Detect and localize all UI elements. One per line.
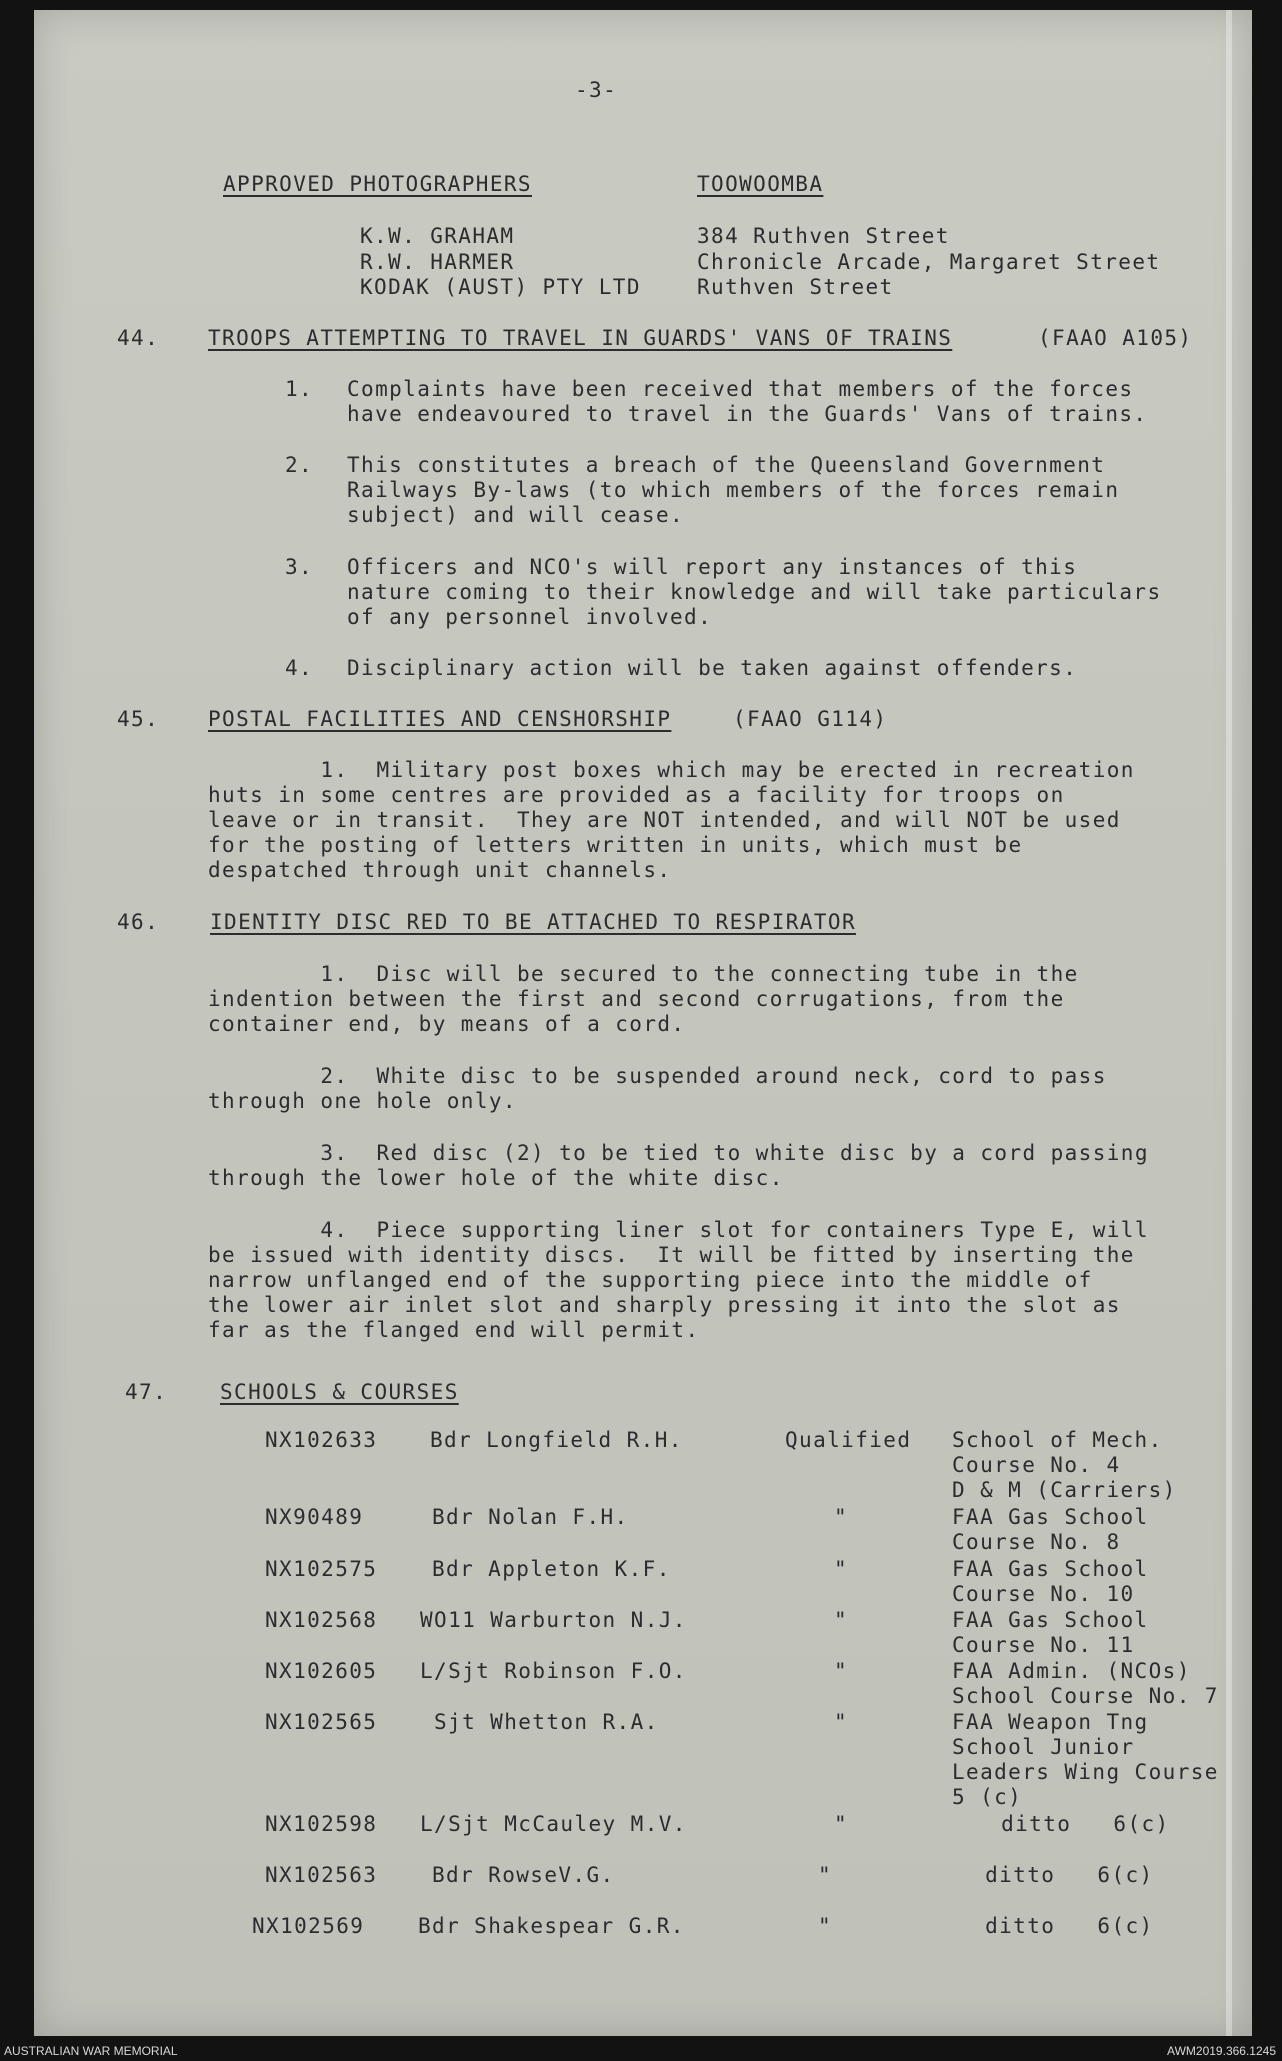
- section-46-line: 4. Piece supporting liner slot for containers Type E, will: [208, 1218, 1149, 1242]
- photographer-address: Ruthven Street: [697, 275, 894, 299]
- section-44-ref: (FAAO A105): [1038, 326, 1193, 350]
- section-46-line: container end, by means of a cord.: [208, 1012, 686, 1036]
- section-47-title: SCHOOLS & COURSES: [220, 1380, 459, 1404]
- section-47-number: 47.: [125, 1380, 168, 1404]
- course-row-id: NX102568: [265, 1608, 378, 1632]
- course-row-status: ": [834, 1608, 849, 1632]
- course-row-id: NX102605: [265, 1659, 378, 1683]
- section-45-line: leave or in transit. They are NOT intended, and will NOT be used: [208, 808, 1121, 832]
- course-row-course: FAA Gas School: [952, 1505, 1149, 1529]
- course-row-name: L/Sjt McCauley M.V.: [420, 1812, 687, 1836]
- section-44-item-number: 2.: [285, 453, 314, 477]
- photographers-location: TOOWOOMBA: [697, 172, 824, 196]
- course-row-course: ditto 6(c): [957, 1863, 1154, 1887]
- section-44-number: 44.: [117, 326, 160, 350]
- section-44-item-line: Railways By-laws (to which members of the forces remain: [347, 478, 1120, 502]
- section-46-line: narrow unflanged end of the supporting piece into the middle of: [208, 1268, 1093, 1292]
- course-row-id: NX102563: [265, 1863, 378, 1887]
- section-46-number: 46.: [117, 910, 160, 934]
- section-44-item-line: Complaints have been received that members of the forces: [347, 377, 1134, 401]
- section-45-line: despatched through unit channels.: [208, 858, 672, 882]
- photographer-address: 384 Ruthven Street: [697, 224, 950, 248]
- section-46-line: 3. Red disc (2) to be tied to white disc by a cord passing: [208, 1141, 1149, 1165]
- course-row-course: FAA Admin. (NCOs): [952, 1659, 1191, 1683]
- section-45-number: 45.: [117, 707, 160, 731]
- course-row-name: Bdr Nolan F.H.: [432, 1505, 629, 1529]
- section-46-line: indention between the first and second corrugations, from the: [208, 987, 1065, 1011]
- section-44-item-line: Officers and NCO's will report any instances of this: [347, 555, 1078, 579]
- course-row-status: ": [834, 1812, 849, 1836]
- course-row-course: D & M (Carriers): [952, 1478, 1177, 1502]
- section-44-item-line: nature coming to their knowledge and will take particulars: [347, 580, 1162, 604]
- section-44-item-number: 3.: [285, 555, 314, 579]
- course-row-course: FAA Weapon Tng: [952, 1710, 1149, 1734]
- course-row-course: Course No. 8: [952, 1530, 1121, 1554]
- course-row-course: 5 (c): [952, 1785, 1023, 1809]
- course-row-name: Sjt Whetton R.A.: [434, 1710, 659, 1734]
- course-row-name: Bdr Longfield R.H.: [430, 1428, 683, 1452]
- course-row-id: NX102575: [265, 1557, 378, 1581]
- footer-institution: AUSTRALIAN WAR MEMORIAL: [4, 2044, 178, 2058]
- course-row-status: ": [818, 1863, 833, 1887]
- course-row-name: Bdr RowseV.G.: [432, 1863, 615, 1887]
- photographer-name: K.W. GRAHAM: [360, 224, 515, 248]
- photographer-name: KODAK (AUST) PTY LTD: [360, 275, 641, 299]
- course-row-course: School Junior: [952, 1735, 1135, 1759]
- section-44-title: TROOPS ATTEMPTING TO TRAVEL IN GUARDS' VANS OF TRAINS: [208, 326, 953, 350]
- section-45-title: POSTAL FACILITIES AND CENSHORSHIP: [208, 707, 672, 731]
- photographers-heading: APPROVED PHOTOGRAPHERS: [223, 172, 532, 196]
- section-44-item-line: of any personnel involved.: [347, 605, 713, 629]
- section-44-item-line: This constitutes a breach of the Queensland Government: [347, 453, 1106, 477]
- course-row-course: FAA Gas School: [952, 1557, 1149, 1581]
- course-row-course: Leaders Wing Course: [952, 1760, 1219, 1784]
- course-row-status: ": [834, 1659, 849, 1683]
- section-46-title: IDENTITY DISC RED TO BE ATTACHED TO RESPIRATOR: [210, 910, 856, 934]
- course-row-status: ": [834, 1710, 849, 1734]
- course-row-course: Course No. 4: [952, 1453, 1121, 1477]
- course-row-name: Bdr Shakespear G.R.: [418, 1914, 685, 1938]
- section-46-line: the lower air inlet slot and sharply pressing it into the slot as: [208, 1293, 1121, 1317]
- course-row-id: NX102633: [265, 1428, 378, 1452]
- page-number: -3-: [575, 78, 618, 102]
- course-row-status: Qualified: [785, 1428, 912, 1452]
- course-row-course: FAA Gas School: [952, 1608, 1149, 1632]
- photographer-address: Chronicle Arcade, Margaret Street: [697, 250, 1161, 274]
- course-row-id: NX102598: [265, 1812, 378, 1836]
- section-46-line: 1. Disc will be secured to the connecting tube in the: [208, 962, 1079, 986]
- course-row-name: WO11 Warburton N.J.: [420, 1608, 687, 1632]
- course-row-course: School Course No. 7: [952, 1684, 1219, 1708]
- course-row-name: L/Sjt Robinson F.O.: [420, 1659, 687, 1683]
- section-46-line: through the lower hole of the white disc.: [208, 1166, 784, 1190]
- section-45-line: for the posting of letters written in units, which must be: [208, 833, 1023, 857]
- course-row-course: Course No. 11: [952, 1633, 1135, 1657]
- section-46-line: 2. White disc to be suspended around neck, cord to pass: [208, 1064, 1107, 1088]
- photographer-name: R.W. HARMER: [360, 250, 515, 274]
- section-46-line: be issued with identity discs. It will be fitted by inserting the: [208, 1243, 1135, 1267]
- section-45-line: huts in some centres are provided as a facility for troops on: [208, 783, 1065, 807]
- course-row-status: ": [834, 1505, 849, 1529]
- section-44-item-line: subject) and will cease.: [347, 503, 685, 527]
- course-row-course: School of Mech.: [952, 1428, 1163, 1452]
- section-45-line: 1. Military post boxes which may be erected in recreation: [208, 758, 1135, 782]
- section-44-item-line: have endeavoured to travel in the Guards' Vans of trains.: [347, 402, 1148, 426]
- course-row-status: ": [818, 1914, 833, 1938]
- section-46-line: through one hole only.: [208, 1089, 517, 1113]
- course-row-course: Course No. 10: [952, 1582, 1135, 1606]
- section-46-line: far as the flanged end will permit.: [208, 1318, 700, 1342]
- course-row-id: NX90489: [265, 1505, 364, 1529]
- paper-fold: [1226, 10, 1232, 2036]
- course-row-id: NX102569: [252, 1914, 365, 1938]
- course-row-name: Bdr Appleton K.F.: [432, 1557, 671, 1581]
- section-44-item-number: 4.: [285, 656, 314, 680]
- course-row-id: NX102565: [265, 1710, 378, 1734]
- section-45-ref: (FAAO G114): [733, 707, 888, 731]
- section-44-item-number: 1.: [285, 377, 314, 401]
- footer-item-id: AWM2019.366.1245: [1167, 2044, 1276, 2058]
- section-44-item-line: Disciplinary action will be taken against offenders.: [347, 656, 1078, 680]
- course-row-course: ditto 6(c): [957, 1914, 1154, 1938]
- course-row-course: ditto 6(c): [973, 1812, 1170, 1836]
- course-row-status: ": [834, 1557, 849, 1581]
